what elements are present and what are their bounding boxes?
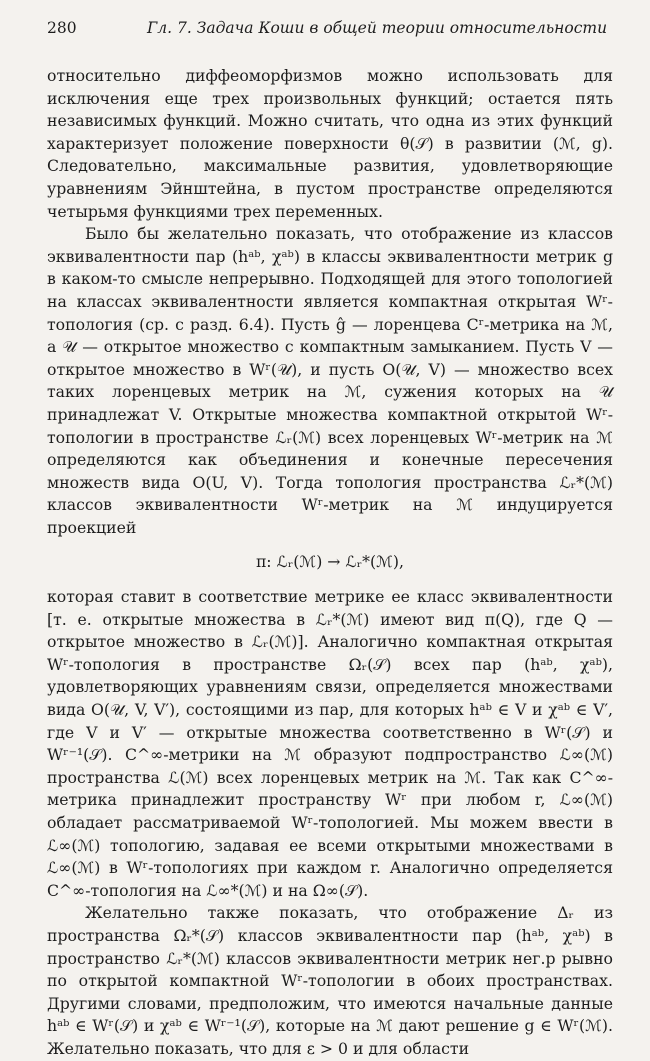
body-text <box>47 65 613 1061</box>
paragraph-2: Было бы желательно показать, что отображение из классов эквивалентности пар (hᵃᵇ, χᵃᵇ) в классы эквивалентности метрик g в каком-то смысле непрерывно. Подходящей для этого топологией на классах эквивалентности является компактная открытая Wʳ-топология (ср. с разд. 6.4). Пусть ĝ — лоренцева Cʳ-метрика на ℳ, а 𝒰 — открытое множество с компактным замыканием. Пусть V — открытое множество в Wʳ(𝒰), и пусть O(𝒰, V) — множество всех таких лоренцевых метрик на ℳ, сужения которых на 𝒰 принадлежат V. Открытые множества компактной открытой Wʳ-топологии в пространстве ℒᵣ(ℳ) всех лоренцевых Wʳ-метрик на ℳ определяются как объединения и конечные пересечения множеств вида O(U, V). Тогда топология пространства ℒᵣ*(ℳ) классов эквивалентности Wʳ-метрик на ℳ индуцируется проекцией <box>47 224 613 537</box>
paragraph-4: Желательно также показать, что отображение Δᵣ из пространства Ωᵣ*(𝒮) классов эквивалентности пар (hᵃᵇ, χᵃᵇ) в пространство ℒᵣ*(ℳ) классов эквивалентности метрик нег.р рывно по открытой компактной Wʳ-топологии в обоих пространствах. Другими словами, предположим, что имеются начальные данные hᵃᵇ ∈ Wʳ(𝒮) и χᵃᵇ ∈ Wʳ⁻¹(𝒮), которые на ℳ дают решение g ∈ Wʳ(ℳ). Желательно показать, что для ε > 0 и для области <box>47 903 613 1058</box>
page-number: 280 <box>47 19 77 37</box>
paragraph-1: относительно диффеоморфизмов можно использовать для исключения еще трех произвольных функций; остается пять независимых функций. Можно считать, что одна из этих функций характеризует положение поверхности θ(𝒮) в развитии (ℳ, g). Следовательно, максимальные развития, удовлетворяющие уравнениям Эйнштейна, в пустом пространстве определяются четырьмя функциями трех переменных. <box>47 66 613 221</box>
running-title: Гл. 7. Задача Коши в общей теории относительности <box>147 19 608 37</box>
projection-equation: π: ℒᵣ(ℳ) → ℒᵣ*(ℳ), <box>255 552 405 572</box>
paragraph-3: которая ставит в соответствие метрике ее класс эквивалентности [т. е. открытые множества в ℒᵣ*(ℳ) имеют вид π(Q), где Q — открытое множество в ℒᵣ(ℳ)]. Аналогично компактная открытая Wʳ-топология в пространстве Ωᵣ(𝒮) всех пар (hᵃᵇ, χᵃᵇ), удовлетворяющих уравнениям связи, определяется множествами вида O(𝒰, V, V′), состоящими из пар, для которых hᵃᵇ ∈ V и χᵃᵇ ∈ V′, где V и V′ — открытые множества соответственно в Wʳ(𝒮) и Wʳ⁻¹(𝒮). C^∞-метрики на ℳ образуют подпространство ℒ∞(ℳ) пространства ℒ(ℳ) всех лоренцевых метрик на ℳ. Так как C^∞-метрика принадлежит пространству Wʳ при любом r, ℒ∞(ℳ) обладает рассматриваемой Wʳ-топологией. Мы можем ввести в ℒ∞(ℳ) топологию, задавая ее всеми открытыми множествами в ℒ∞(ℳ) в Wʳ-топологиях при каждом r. Аналогично определяется C^∞-топология на ℒ∞*(ℳ) и на Ω∞(𝒮). <box>47 587 613 900</box>
